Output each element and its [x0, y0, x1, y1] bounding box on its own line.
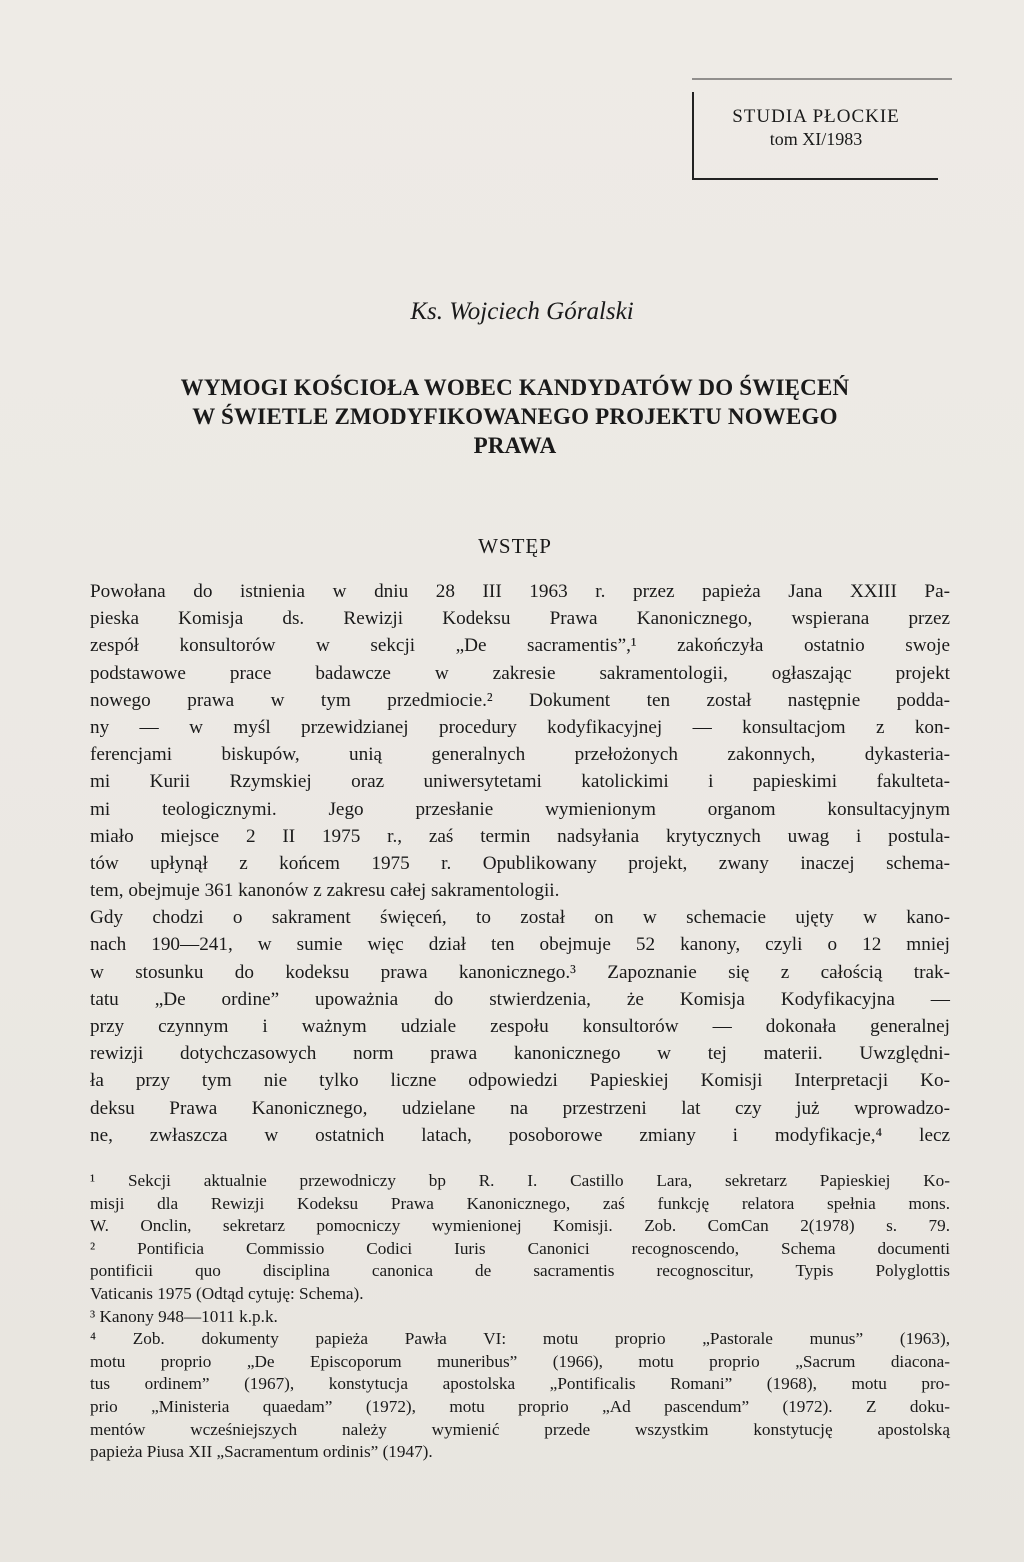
article-author: Ks. Wojciech Góralski [410, 298, 634, 325]
body-line: Gdy chodzi o sakrament święceń, to został on w schemacie ujęty w kano- [90, 907, 950, 929]
body-line: tów upłynął z końcem 1975 r. Opublikowany projekt, zwany inaczej schema- [90, 852, 950, 874]
title-line: PRAWA [473, 433, 557, 458]
body-line: deksu Prawa Kanonicznego, udzielane na przestrzeni lat czy już wprowadzo- [90, 1097, 950, 1119]
body-text [90, 578, 950, 1149]
body-line: tem, obejmuje 361 kanonów z zakresu całej sakramentologii. [90, 880, 560, 902]
footnote-line: Vaticanis 1975 (Odtąd cytuję: Schema). [90, 1283, 364, 1303]
journal-info-box [692, 92, 938, 180]
body-line: ła przy tym nie tylko liczne odpowiedzi Papieskiej Komisji Interpretacji Ko- [90, 1070, 950, 1092]
footnote-line: motu proprio „De Episcoporum muneribus” (1966), motu proprio „Sacrum diacona- [90, 1351, 950, 1371]
footnote-line: tus ordinem” (1967), konstytucja apostolska „Pontificalis Romani” (1968), motu pro- [90, 1374, 950, 1394]
body-line: rewizji dotychczasowych norm prawa kanonicznego w tej materii. Uwzględni- [90, 1043, 950, 1065]
article-title [80, 373, 950, 460]
body-line: pieska Komisja ds. Rewizji Kodeksu Prawa Kanonicznego, wspierana przez [90, 608, 950, 630]
body-line: ne, zwłaszcza w ostatnich latach, posoborowe zmiany i modyfikacje,⁴ lecz [90, 1124, 950, 1146]
body-line: miało miejsce 2 II 1975 r., zaś termin nadsyłania krytycznych uwag i postula- [90, 825, 950, 847]
footnote-line: mentów wcześniejszych należy wymienić przede wszystkim konstytucję apostolską [90, 1419, 950, 1439]
footnote-line: papieża Piusa XII „Sacramentum ordinis” (1947). [90, 1442, 433, 1462]
journal-name: STUDIA PŁOCKIE [732, 106, 900, 127]
title-line: W ŚWIETLE ZMODYFIKOWANEGO PROJEKTU NOWEGO [192, 404, 838, 429]
footnote-line: pontificii quo disciplina canonica de sacramentis recognoscitur, Typis Polyglottis [90, 1261, 950, 1281]
body-line: nach 190—241, w sumie więc dział ten obejmuje 52 kanony, czyli o 12 mniej [90, 934, 950, 956]
body-line: ferencjami biskupów, unią generalnych przełożonych zakonnych, dykasteria- [90, 744, 950, 766]
section-heading: WSTĘP [478, 534, 552, 558]
body-line: przy czynnym i ważnym udziale zespołu konsultorów — dokonała generalnej [90, 1016, 950, 1037]
header-rule [692, 78, 952, 80]
body-line: Powołana do istnienia w dniu 28 III 1963 r. przez papieża Jana XXIII Pa- [90, 581, 950, 602]
journal-volume: tom XI/1983 [769, 129, 863, 149]
body-line: zespół konsultorów w sekcji „De sacramentis”,¹ zakończyła ostatnio swoje [90, 635, 950, 657]
footnote-line: W. Onclin, sekretarz pomocniczy wymienionej Komisji. Zob. ComCan 2(1978) s. 79. [90, 1216, 950, 1236]
title-line: WYMOGI KOŚCIOŁA WOBEC KANDYDATÓW DO ŚWIĘCEŃ [180, 375, 850, 400]
footnote-line: ³ Kanony 948—1011 k.p.k. [90, 1306, 278, 1326]
body-line: podstawowe prace badawcze w zakresie sakramentologii, ogłaszając projekt [90, 662, 950, 684]
body-line: w stosunku do kodeksu prawa kanonicznego.³ Zapoznanie się z całością trak- [90, 961, 950, 983]
footnotes [90, 1170, 950, 1464]
body-line: mi Kurii Rzymskiej oraz uniwersytetami katolickimi i papieskimi fakulteta- [90, 771, 950, 793]
footnote-line: ² Pontificia Commissio Codici Iuris Canonici recognoscendo, Schema documenti [90, 1238, 950, 1258]
footnote-line: misji dla Rewizji Kodeksu Prawa Kanonicznego, zaś funkcję relatora spełnia mons. [90, 1193, 950, 1213]
footnote-line: prio „Ministeria quaedam” (1972), motu proprio „Ad pascendum” (1972). Z doku- [90, 1396, 950, 1416]
body-line: mi teologicznymi. Jego przesłanie wymienionym organom konsultacyjnym [90, 798, 950, 820]
footnote-line: ¹ Sekcji aktualnie przewodniczy bp R. I. Castillo Lara, sekretarz Papieskiej Ko- [90, 1171, 950, 1190]
body-line: ny — w myśl przewidzianej procedury kodyfikacyjnej — konsultacjom z kon- [90, 716, 950, 738]
body-line: nowego prawa w tym przedmiocie.² Dokument ten został następnie podda- [90, 689, 950, 711]
footnote-line: ⁴ Zob. dokumenty papieża Pawła VI: motu proprio „Pastorale munus” (1963), [90, 1329, 950, 1349]
body-line: tatu „De ordine” upoważnia do stwierdzenia, że Komisja Kodyfikacyjna — [90, 988, 950, 1010]
